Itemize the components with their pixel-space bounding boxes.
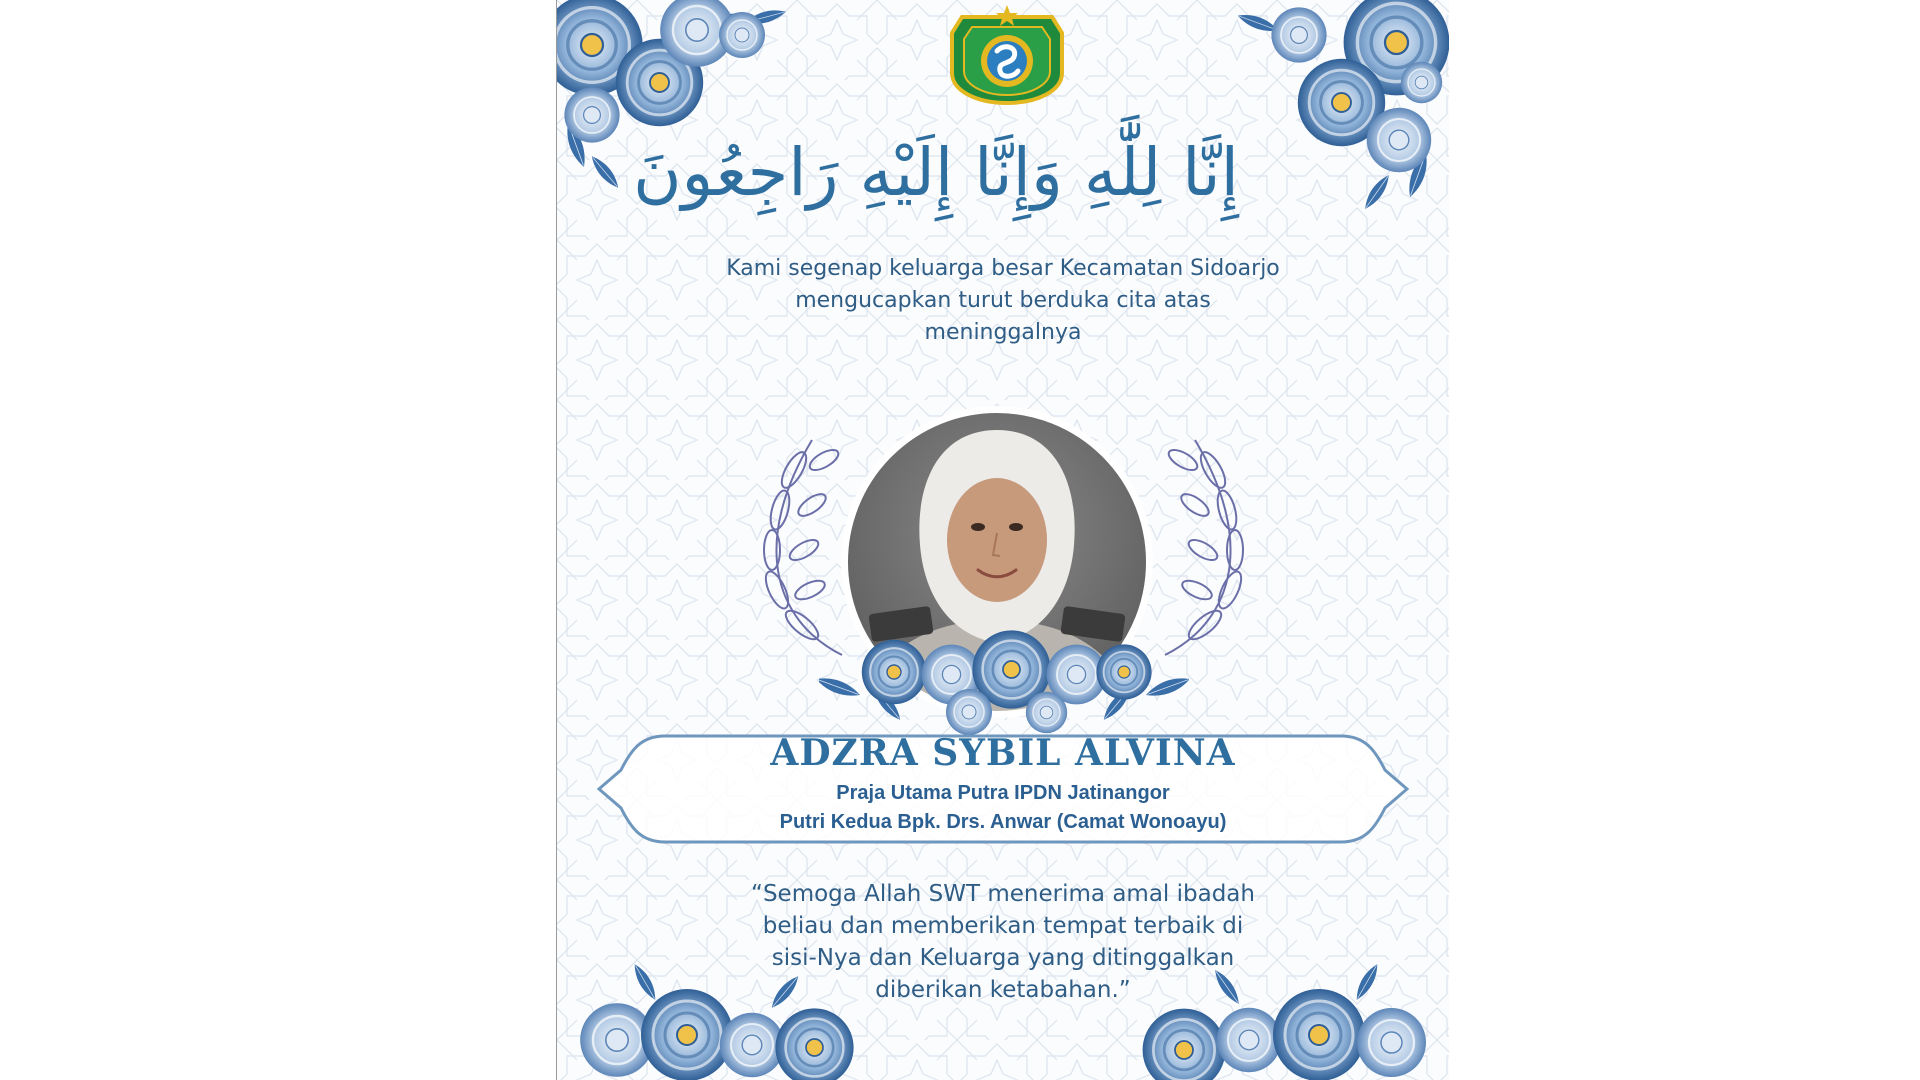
prayer-line: “Semoga Allah SWT menerima amal ibadah — [751, 881, 1255, 907]
prayer-line: diberikan ketabahan.” — [875, 977, 1131, 1003]
prayer-line: beliau dan memberikan tempat terbaik di — [762, 913, 1244, 939]
deceased-name: ADZRA SYBIL ALVINA — [770, 732, 1236, 774]
condolence-card — [556, 0, 1449, 1080]
floral-cluster-icon — [819, 622, 1189, 740]
deceased-relation: Putri Kedua Bpk. Drs. Anwar (Camat Wonoayu) — [779, 811, 1227, 833]
inna-lillahi-calligraphy: إِنَّا لِلَّٰهِ وَإِنَّا إِلَيْهِ رَاجِعُونَ — [633, 134, 1239, 211]
deceased-title: Praja Utama Putra IPDN Jatinangor — [836, 782, 1170, 804]
prayer-text — [677, 878, 1329, 1006]
condolence-intro — [677, 253, 1329, 349]
sidoarjo-emblem-icon — [942, 3, 1072, 105]
intro-line: meninggalnya — [924, 320, 1082, 345]
intro-line: mengucapkan turut berduka cita atas — [795, 288, 1211, 313]
intro-line: Kami segenap keluarga besar Kecamatan Sidoarjo — [726, 256, 1280, 281]
prayer-line: sisi-Nya dan Keluarga yang ditinggalkan — [771, 945, 1235, 971]
